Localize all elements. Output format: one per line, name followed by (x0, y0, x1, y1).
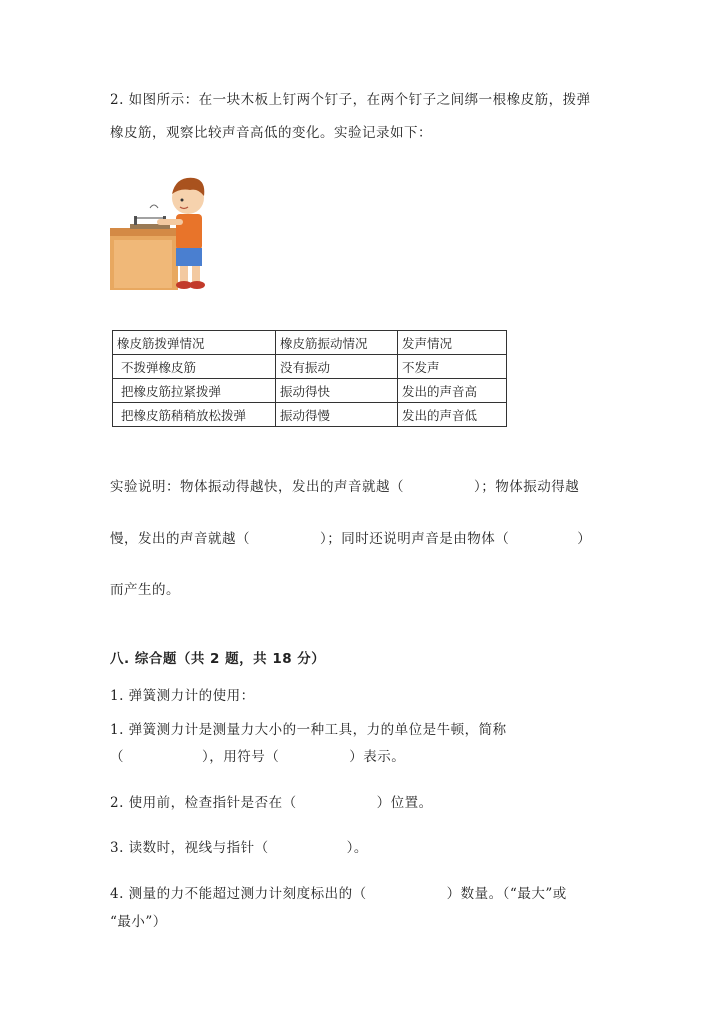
q2-line-2: 橡皮筋，观察比较声音高低的变化。实验记录如下： (110, 125, 432, 141)
table-cell: 振动得快 (276, 379, 398, 403)
table-header-row (113, 331, 507, 355)
explain-line-3: 而产生的。 (110, 582, 180, 598)
table-cell: 发出的声音高 (398, 379, 507, 403)
subq-text: ），用符号（ (202, 749, 280, 765)
explain-text: ） (577, 531, 592, 547)
table-row (113, 355, 507, 379)
explain-line-1 (110, 475, 579, 495)
table-header-cell: 发声情况 (398, 331, 507, 355)
table-header-cell: 橡皮筋振动情况 (276, 331, 398, 355)
subq-text: 3. 读数时，视线与指针（ (110, 840, 269, 856)
subq-text: 4. 测量的力不能超过测力计刻度标出的（ (110, 886, 367, 902)
experiment-record-table (112, 330, 507, 427)
explain-text: 慢，发出的声音就越（ (110, 531, 250, 547)
subq-2 (110, 791, 433, 811)
boy-plucking-rubber-band-illustration (110, 170, 205, 290)
subq-text: ）表示。 (349, 749, 406, 765)
subq-1-line-2 (110, 745, 405, 765)
table-cell: 不发声 (398, 355, 507, 379)
q2-line-1: 2. 如图所示：在一块木板上钉两个钉子，在两个钉子之间绑一根橡皮筋，拨弹 (110, 92, 591, 108)
subq-3 (110, 836, 368, 856)
table-cell: 振动得慢 (276, 403, 398, 427)
subq-text: ）数量。（“最大”或 (446, 886, 567, 902)
explain-text: ）；同时还说明声音是由物体（ (320, 531, 510, 547)
subq-text: 2. 使用前，检查指针是否在（ (110, 795, 297, 811)
table-row (113, 379, 507, 403)
table-cell: 把橡皮筋拉紧拨弹 (113, 379, 276, 403)
table-header-cell: 橡皮筋拨弹情况 (113, 331, 276, 355)
table-row (113, 403, 507, 427)
subq-text: （ (110, 749, 124, 765)
subq-4-line-2: “最小”） (110, 914, 167, 930)
explain-line-2 (110, 527, 591, 547)
table-cell: 发出的声音低 (398, 403, 507, 427)
explain-text: ）；物体振动得越 (474, 479, 580, 495)
section-8-title: 八. 综合题（共 2 题，共 18 分） (110, 651, 326, 667)
explain-text: 实验说明：物体振动得越快，发出的声音就越（ (110, 479, 404, 495)
subq-1-line-1: 1. 弹簧测力计是测量力大小的一种工具，力的单位是牛顿，简称 (110, 722, 507, 738)
q1-title: 1. 弹簧测力计的使用： (110, 688, 255, 704)
table-cell: 没有振动 (276, 355, 398, 379)
subq-text: ）。 (346, 840, 368, 856)
subq-text: ）位置。 (376, 795, 433, 811)
table-cell: 把橡皮筋稍稍放松拨弹 (113, 403, 276, 427)
table-cell: 不拨弹橡皮筋 (113, 355, 276, 379)
subq-4-line-1 (110, 882, 567, 902)
